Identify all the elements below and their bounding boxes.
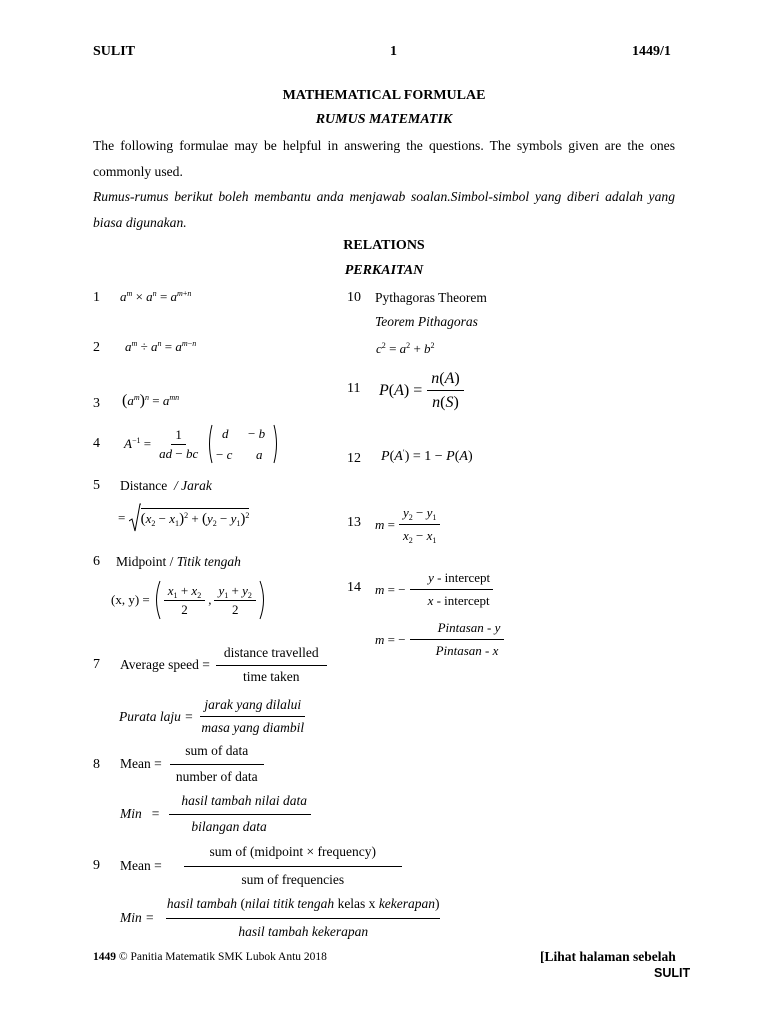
formula-9-label-my: Min = [120, 910, 155, 925]
formula-10-label-my: Teorem Pithagoras [375, 314, 478, 329]
formula-1-number: 1 [93, 290, 100, 305]
formula-9-num-my-d: kekerapan [378, 896, 436, 911]
formula-14-numerator: y - intercept [410, 568, 493, 590]
intro-malay: Rumus-rumus berikut boleh membantu anda menjawab soalan.Simbol-simbol yang diberi adalah yang biasa digunakan. [93, 189, 675, 230]
formula-9-my: Min = $\frac{\text{hasil tambah (nilai titik tengah kelas x kekerapan)}}{\text{hasil tambah kekerapan}}$ [120, 892, 440, 944]
formula-9-num-my-c: kelas x [337, 896, 376, 911]
formula-2-number: 2 [93, 340, 100, 355]
formula-11-number: 11 [347, 381, 361, 396]
formula-9 [120, 840, 402, 892]
formula-14-my: m = − $\frac{\text{Pintasan - y}}{\text{Pintasan - x}}$ [375, 618, 504, 661]
formula-7-numerator-my: jarak yang dilalui [200, 695, 305, 717]
formula-7-label-my: Purata laju = [119, 708, 194, 724]
formula-9-num-my-b: nilai titik tengah [244, 896, 335, 911]
formula-7-denominator: time taken [242, 669, 300, 684]
footer-credit-text: © Panitia Matematik SMK Lubok Antu 2018 [118, 951, 327, 963]
formula-9-denominator-my: hasil tambah kekerapan [238, 924, 369, 939]
formula-8-numerator-my: hasil tambah nilai data [169, 790, 311, 815]
formula-7 [120, 643, 327, 687]
formula-10: $c^2 = a^2 + b^2$ [376, 341, 435, 356]
formula-13: m = $\frac{y_2 - y_1}{x_2 - x_1}$ [375, 503, 440, 546]
formula-8-label: Mean = [120, 756, 162, 771]
svg-text:d: d [222, 426, 229, 441]
formula-12-number: 12 [347, 451, 361, 466]
intro-english: The following formulae may be helpful in answering the questions. The symbols given are the ones commonly used. [93, 138, 675, 179]
formula-8-numerator: sum of data [170, 740, 264, 765]
footer-next-page: [Lihat halaman sebelah [540, 949, 676, 964]
formula-6-label-en: Midpoint / [116, 554, 174, 569]
section-title: RELATIONS [343, 238, 425, 253]
formula-3-number: 3 [93, 396, 100, 411]
formula-10-label: Pythagoras Theorem [375, 290, 487, 305]
formula-8-denominator-my: bilangan data [191, 819, 267, 834]
formula-9-numerator: sum of (midpoint × frequency) [184, 840, 402, 867]
formula-7-my [119, 695, 308, 738]
formula-14-denominator-my: Pintasan - x [435, 643, 499, 658]
formula-7-label: Average speed = [120, 657, 210, 672]
matrix-brackets [206, 423, 280, 465]
formula-14-number: 14 [347, 580, 361, 595]
formula-4-number: 4 [93, 436, 100, 451]
formula-14-numerator-my: Pintasan - y [410, 618, 505, 640]
formula-5-label-my: / Jarak [173, 478, 212, 493]
formula-6-lhs: (x, y) = [111, 592, 150, 607]
formula-10-number: 10 [347, 290, 361, 305]
formula-6-number: 6 [93, 554, 100, 569]
right-paren [259, 580, 267, 620]
footer-classification: SULIT [654, 966, 691, 980]
formula-8-my: Min = $\frac{\text{hasil tambah nilai data}}{\text{bilangan data}}$ [120, 790, 311, 838]
formula-9-number: 9 [93, 858, 100, 873]
formula-8-denominator: number of data [175, 769, 258, 784]
formula-13-number: 13 [347, 515, 361, 530]
formula-12: P(A′) = 1 − P(A) [381, 446, 473, 464]
svg-text:a: a [256, 447, 263, 462]
formula-6-label [116, 554, 241, 570]
page-number: 1 [390, 44, 397, 59]
formula-14: m = − $\frac{\text{y - intercept}}{\text{x - intercept}}$ [375, 568, 494, 611]
svg-text:− c: − c [216, 447, 233, 462]
formula-7-denominator-my: masa yang diambil [201, 720, 305, 735]
formula-11: P(A) = $\frac{n(A)}{n(S)}$ [379, 368, 464, 413]
formula-7-number: 7 [93, 657, 100, 672]
paper-code: 1449/1 [632, 44, 671, 59]
formula-5-number: 5 [93, 478, 100, 493]
formula-5-label [120, 478, 212, 494]
formula-9-num-my-a: hasil tambah [166, 896, 238, 911]
formula-14-denominator: x - intercept [427, 593, 490, 608]
section-subtitle: PERKAITAN [344, 263, 424, 278]
formula-4: $A^{-1}$ = $\frac{1}{ad - bc}$ d − b − c a [124, 423, 280, 465]
formula-6: (x, y) = $\frac{x_1 + x_2}{2}$ , $\frac{y_1 + y_2}{2}$ [111, 580, 267, 620]
formula-1: $a^m \times a^n = a^{m+n}$ [120, 289, 192, 304]
formula-2: $a^m \div a^n = a^{m-n}$ [125, 339, 197, 354]
formula-8-label-my: Min [120, 806, 142, 821]
formula-9-label: Mean = [120, 858, 162, 873]
sqrt-sign [129, 503, 141, 533]
svg-text:− b: − b [248, 426, 266, 441]
formula-9-denominator: sum of frequencies [241, 872, 345, 887]
page-subtitle: RUMUS MATEMATIK [315, 112, 453, 127]
formula-6-label-my: Titik tengah [176, 554, 241, 569]
page-title: MATHEMATICAL FORMULAE [282, 88, 486, 103]
formula-8-number: 8 [93, 757, 100, 772]
header-classification: SULIT [93, 44, 136, 59]
formula-5: = $(x_2 - x_1)^2 + (y_2 - y_1)^2$ [118, 503, 249, 533]
footer-code: 1449 [93, 951, 116, 963]
formula-3: $(a^m)^n = a^{mn}$ [122, 392, 180, 409]
footer-credit [93, 951, 327, 963]
formula-8 [120, 740, 264, 788]
formula-5-label-en: Distance [120, 478, 168, 493]
formula-7-numerator: distance travelled [216, 643, 327, 666]
left-paren [153, 580, 161, 620]
